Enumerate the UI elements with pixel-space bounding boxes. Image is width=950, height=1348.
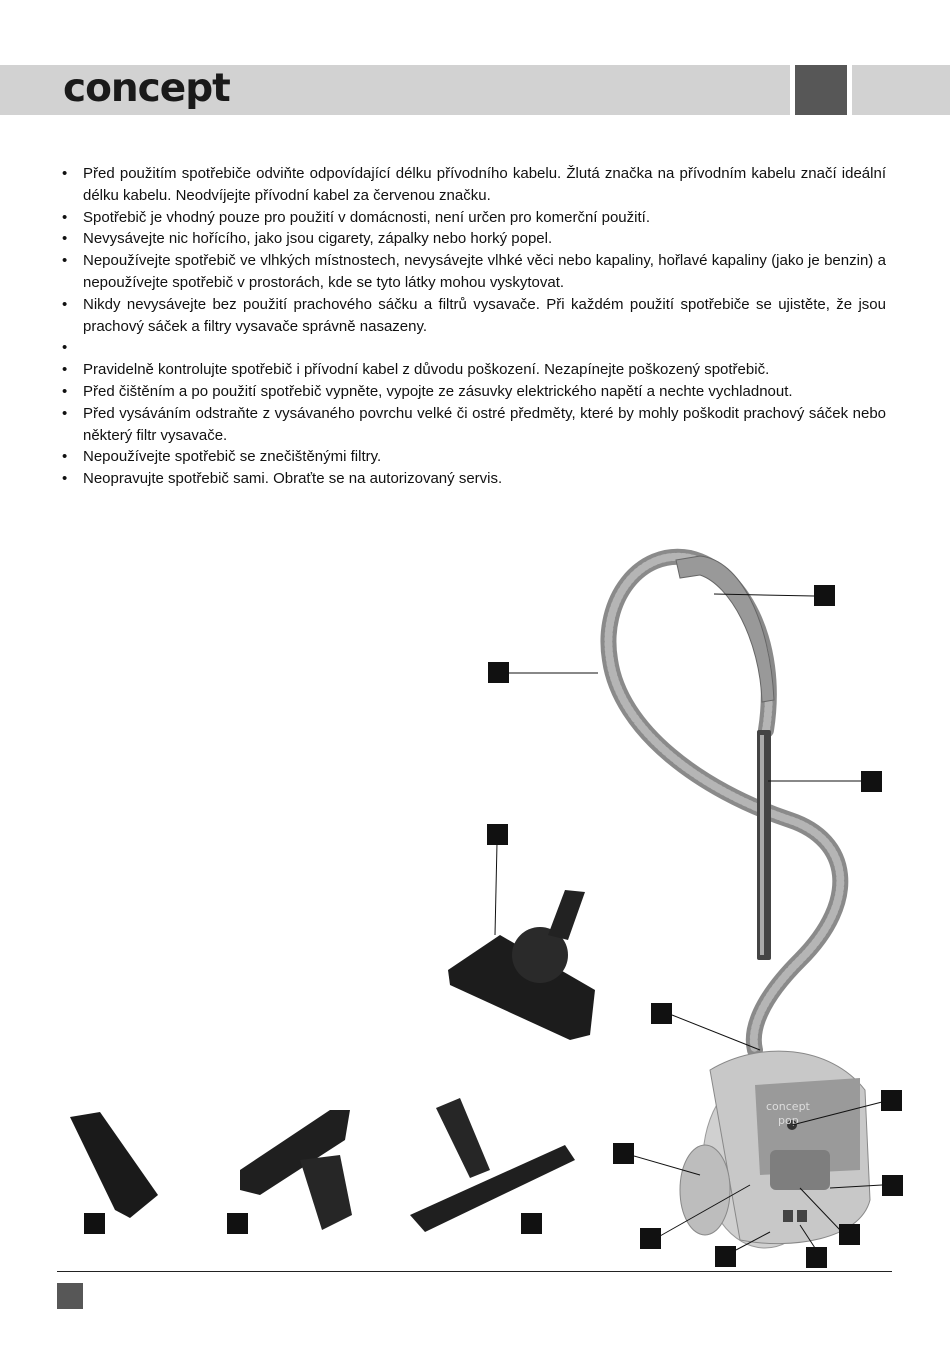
brand-logo: concept <box>63 66 230 111</box>
vacuum-cleaner-diagram <box>0 520 950 1280</box>
callout-marker <box>881 1090 902 1111</box>
callout-marker <box>861 771 882 792</box>
upholstery-brush <box>240 1110 352 1230</box>
callout-marker <box>227 1213 248 1234</box>
hose-handle <box>676 556 774 702</box>
list-item: • Před vysáváním odstraňte z vysávaného povrchu velké či ostré předměty, které by mohly poškodit prachový sáček nebo některý filtr vysavače. <box>60 403 886 447</box>
callout-marker <box>84 1213 105 1234</box>
list-item <box>60 337 886 359</box>
callout-marker <box>488 662 509 683</box>
callout-marker <box>882 1175 903 1196</box>
list-item: • Nepoužívejte spotřebič se znečištěnými filtry. <box>60 446 886 468</box>
vacuum-body <box>680 1051 870 1248</box>
list-item: • Nepoužívejte spotřebič ve vlhkých místnostech, nevysávejte vlhké věci nebo kapaliny, hořlavé kapaliny (jako je benzin) a nepoužívejte spotřebič v prostorách, kde se tyto látky mohou vyskytovat. <box>60 250 886 294</box>
header-divider <box>847 65 852 115</box>
callout-marker <box>613 1143 634 1164</box>
crevice-tool <box>70 1112 158 1218</box>
footer-divider <box>57 1271 892 1272</box>
callout-marker <box>715 1246 736 1267</box>
list-item: • Před čištěním a po použití spotřebič vypněte, vypojte ze zásuvky elektrického napětí a nechte vychladnout. <box>60 381 886 403</box>
callout-marker <box>814 585 835 606</box>
safety-rules-list <box>60 163 886 490</box>
list-item: • Pravidelně kontrolujte spotřebič i přívodní kabel z důvodu poškození. Nezapínejte poškozený spotřebič. <box>60 359 886 381</box>
header-accent-block <box>795 65 847 115</box>
list-item: • Před použitím spotřebiče odviňte odpovídající délku přívodního kabelu. Žlutá značka na přívodním kabelu značí ideální délku kabelu. Neodvíjejte přívodní kabel za červenou značku. <box>60 163 886 207</box>
list-item: • Spotřebič je vhodný pouze pro použití v domácnosti, není určen pro komerční použití. <box>60 207 886 229</box>
product-label-brand: concept <box>766 1100 810 1113</box>
callout-marker <box>651 1003 672 1024</box>
callout-marker <box>839 1224 860 1245</box>
combination-floor-brush <box>448 890 595 1040</box>
callout-marker <box>640 1228 661 1249</box>
hose <box>608 557 840 1050</box>
parquet-brush <box>410 1098 575 1232</box>
list-item: • Nikdy nevysávejte bez použití prachového sáčku a filtrů vysavače. Při každém použití spotřebiče se ujistěte, že jsou prachový sáček a filtry vysavače správně nasazeny. <box>60 294 886 338</box>
page-number-block <box>57 1283 83 1309</box>
list-item: • Nevysávejte nic hořícího, jako jsou cigarety, zápalky nebo horký popel. <box>60 228 886 250</box>
product-label-model: pop <box>778 1114 799 1127</box>
list-item: • Neopravujte spotřebič sami. Obraťte se na autorizovaný servis. <box>60 468 886 490</box>
callout-marker <box>487 824 508 845</box>
callout-marker <box>521 1213 542 1234</box>
callout-marker <box>806 1247 827 1268</box>
